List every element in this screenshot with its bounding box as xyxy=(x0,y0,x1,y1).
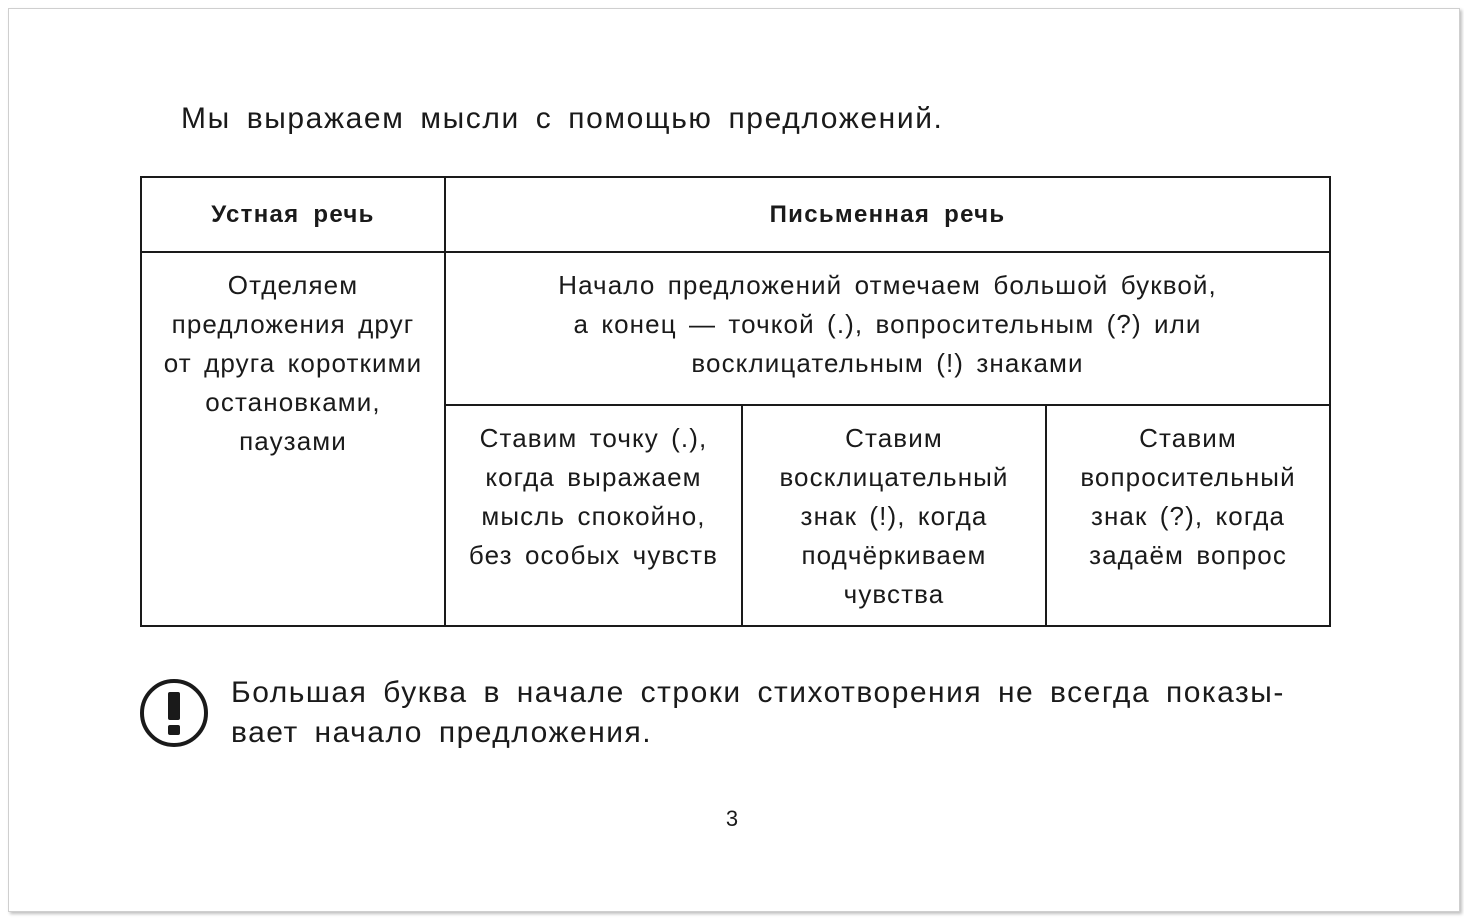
speech-rules-table xyxy=(140,176,1331,627)
written-speech-cell: Начало предложений отмечаем большой буквой, а конец — точкой (.), вопросительным (?) или восклицательным (!) знаками xyxy=(445,252,1330,405)
oral-speech-cell: Отделяем предложения друг от друга короткими остановками, паузами xyxy=(141,252,445,626)
intro-text: Мы выражаем мысли с помощью предложений. xyxy=(181,102,944,135)
page-number: 3 xyxy=(725,806,739,831)
note-text: Большая буква в начале строки стихотворения не всегда показы- вает начало предложения. xyxy=(231,676,1285,749)
header-written-speech: Письменная речь xyxy=(445,177,1330,252)
exclamation-rule-cell: Ставим восклицательный знак (!), когда подчёркиваем чувства xyxy=(742,405,1046,626)
question-rule-cell: Ставим вопросительный знак (?), когда задаём вопрос xyxy=(1046,405,1330,626)
exclamation-circle-icon xyxy=(138,677,210,749)
header-oral-speech: Устная речь xyxy=(141,177,445,252)
period-rule-cell: Ставим точку (.), когда выражаем мысль спокойно, без особых чувств xyxy=(445,405,742,626)
